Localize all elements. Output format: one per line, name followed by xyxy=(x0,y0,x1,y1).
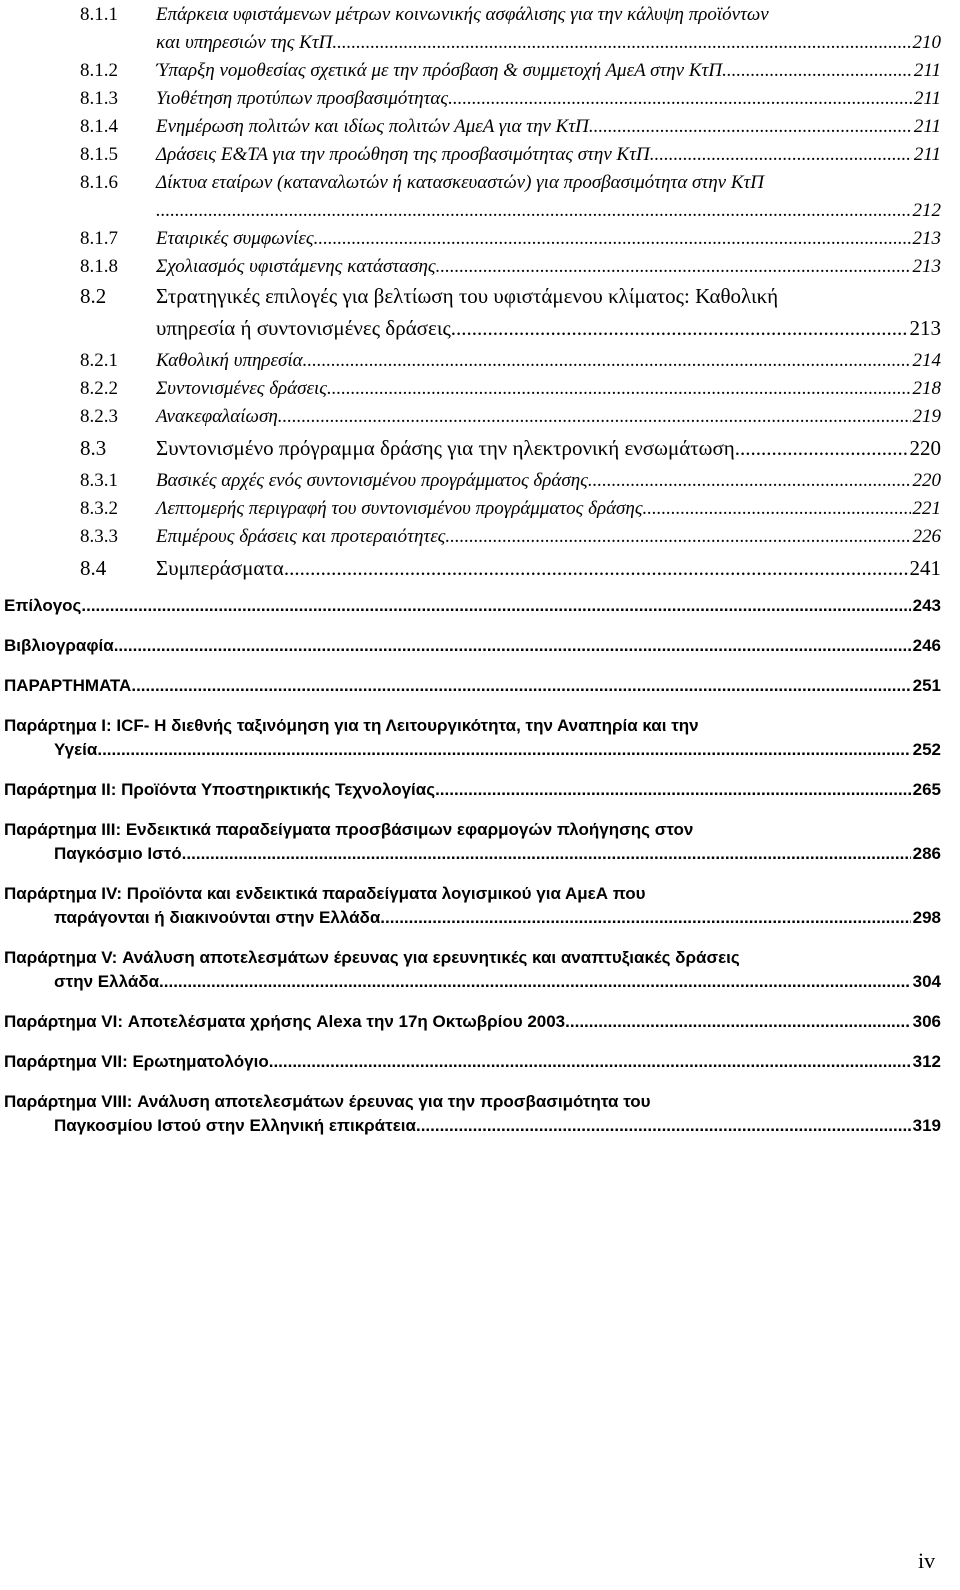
toc-page: 246 xyxy=(912,636,941,655)
toc-leader xyxy=(448,88,912,110)
toc-page: 312 xyxy=(912,1052,941,1071)
toc-title-line1: Παράρτημα V: Ανάλυση αποτελεσμάτων έρευνας για ερευνητικές και αναπτυξιακές δράσεις xyxy=(4,948,740,967)
toc-page: 211 xyxy=(913,144,941,165)
toc-title-line1: Παράρτημα III: Ενδεικτικά παραδείγματα προσβάσιμων εφαρμογών πλοήγησης στον xyxy=(4,820,694,839)
toc-leader xyxy=(81,596,910,616)
toc-entry-appendix-8[interactable] xyxy=(54,1116,941,1136)
toc-title: Ύπαρξη νομοθεσίας σχετικά με την πρόσβαση & συμμετοχή ΑμεΑ στην ΚτΠ xyxy=(156,60,723,81)
toc-entry-appendix-5-line1[interactable] xyxy=(4,948,740,968)
toc-page: 211 xyxy=(913,116,941,137)
toc-entry-8-2-2[interactable] xyxy=(80,378,941,400)
toc-entry-8-2-1[interactable] xyxy=(80,350,941,372)
toc-title-line1: Παράρτημα VIII: Ανάλυση αποτελεσμάτων έρευνας για την προσβασιμότητα του xyxy=(4,1092,651,1111)
toc-title-line1: Παράρτημα IV: Προϊόντα και ενδεικτικά παραδείγματα λογισμικού για ΑμεΑ που xyxy=(4,884,646,903)
toc-title: Ενημέρωση πολιτών και ιδίως πολιτών ΑμεΑ για την ΚτΠ xyxy=(156,116,589,137)
toc-leader xyxy=(451,316,908,341)
toc-number: 8.2.2 xyxy=(80,378,118,399)
toc-entry-appendix-4-line1[interactable] xyxy=(4,884,646,904)
toc-page: 213 xyxy=(912,228,941,249)
toc-title: Λεπτομερής περιγραφή του συντονισμένου προγράμματος δράσης xyxy=(156,498,643,519)
toc-entry-8-3-2[interactable] xyxy=(80,498,941,520)
toc-title: Παγκόσμιο Ιστό xyxy=(54,844,182,863)
toc-entry-8-1-1-line1[interactable] xyxy=(80,4,769,26)
toc-leader xyxy=(278,406,911,428)
toc-page: 298 xyxy=(912,908,941,927)
toc-entry-8-1-3[interactable] xyxy=(80,88,941,110)
toc-number: 8.3.3 xyxy=(80,526,118,547)
toc-leader xyxy=(589,116,912,138)
toc-number: 8.1.4 xyxy=(80,116,118,137)
toc-entry-8-1-2[interactable] xyxy=(80,60,941,82)
toc-entry-8-3-3[interactable] xyxy=(80,526,941,548)
toc-leader xyxy=(303,350,911,372)
toc-entry-appendix-7[interactable] xyxy=(4,1052,941,1072)
toc-page: 319 xyxy=(912,1116,941,1135)
toc-entry-8-2-3[interactable] xyxy=(80,406,941,428)
toc-number: 8.1.3 xyxy=(80,88,118,109)
toc-page: 243 xyxy=(912,596,941,615)
toc-title: Συντονισμένες δράσεις xyxy=(156,378,327,399)
toc-title: Επίλογος xyxy=(4,596,82,615)
toc-title: Βασικές αρχές ενός συντονισμένου προγράμματος δράσης xyxy=(156,470,588,491)
toc-leader xyxy=(650,144,912,166)
toc-leader xyxy=(159,972,911,992)
toc-number: 8.1.6 xyxy=(80,172,118,193)
toc-page: 211 xyxy=(913,60,941,81)
toc-page: 212 xyxy=(912,200,941,221)
toc-number: 8.1.5 xyxy=(80,144,118,165)
toc-number: 8.3.2 xyxy=(80,498,118,519)
toc-entry-8-2[interactable] xyxy=(156,316,941,341)
toc-title: Παράρτημα II: Προϊόντα Υποστηρικτικής Τεχνολογίας xyxy=(4,780,436,799)
toc-leader xyxy=(182,844,911,864)
toc-page: 265 xyxy=(912,780,941,799)
toc-entry-appendix-2[interactable] xyxy=(4,780,941,800)
toc-title: Καθολική υπηρεσία xyxy=(156,350,303,371)
toc-leader xyxy=(114,636,911,656)
toc-entry-appendix-8-line1[interactable] xyxy=(4,1092,651,1112)
toc-entry-appendix-4[interactable] xyxy=(54,908,941,928)
toc-number: 8.1.2 xyxy=(80,60,118,81)
toc-entry-8-3[interactable] xyxy=(80,436,941,461)
toc-leader xyxy=(269,1052,911,1072)
toc-number: 8.2.1 xyxy=(80,350,118,371)
toc-number: 8.2.3 xyxy=(80,406,118,427)
toc-number: 8.1.8 xyxy=(80,256,118,277)
toc-leader xyxy=(436,256,911,278)
toc-leader xyxy=(445,526,910,548)
toc-page: 211 xyxy=(913,88,941,109)
toc-leader xyxy=(435,780,911,800)
toc-title: Επιμέρους δράσεις και προτεραιότητες xyxy=(156,526,446,547)
toc-leader xyxy=(332,32,910,54)
toc-entry-appendix-3-line1[interactable] xyxy=(4,820,693,840)
toc-title-line1: Δίκτυα εταίρων (καταναλωτών ή κατασκευαστών) για προσβασιμότητα στην ΚτΠ xyxy=(156,172,765,193)
toc-title: Υιοθέτηση προτύπων προσβασιμότητας xyxy=(156,88,449,109)
toc-entry-8-2-line1[interactable] xyxy=(80,284,778,309)
toc-entry-8-1-4[interactable] xyxy=(80,116,941,138)
toc-number: 8.3 xyxy=(80,436,107,460)
toc-entry-8-1-6[interactable] xyxy=(156,200,941,222)
toc-title: Παράρτημα VI: Αποτελέσματα χρήσης Alexa την 17η Οκτωβρίου 2003 xyxy=(4,1012,566,1031)
toc-entry-epilogos[interactable] xyxy=(4,596,941,616)
toc-page: 306 xyxy=(912,1012,941,1031)
toc-page: 218 xyxy=(912,378,941,399)
toc-entry-appendix-5[interactable] xyxy=(54,972,941,992)
toc-page: 220 xyxy=(912,470,941,491)
toc-entry-8-1-7[interactable] xyxy=(80,228,941,250)
toc-leader xyxy=(416,1116,911,1136)
toc-leader xyxy=(643,498,911,520)
toc-title: Εταιρικές συμφωνίες xyxy=(156,228,314,249)
toc-title: Παγκοσμίου Ιστού στην Ελληνική επικράτεια xyxy=(54,1116,416,1135)
toc-page: 220 xyxy=(909,436,941,460)
toc-number: 8.3.1 xyxy=(80,470,118,491)
toc-leader xyxy=(97,740,910,760)
toc-title: Βιβλιογραφία xyxy=(4,636,114,655)
toc-entry-appendix-6[interactable] xyxy=(4,1012,941,1032)
toc-entry-8-4[interactable] xyxy=(80,556,941,581)
toc-entry-8-1-1[interactable] xyxy=(156,32,941,54)
toc-page: 214 xyxy=(912,350,941,371)
toc-title: Παράρτημα VII: Ερωτηματολόγιο xyxy=(4,1052,269,1071)
toc-leader xyxy=(588,470,911,492)
toc-entry-appendix-1[interactable] xyxy=(54,740,941,760)
toc-entry-appendix-1-line1[interactable] xyxy=(4,716,699,736)
toc-title: και υπηρεσιών της ΚτΠ xyxy=(156,32,333,53)
toc-page: 219 xyxy=(912,406,941,427)
toc-leader xyxy=(156,200,911,222)
toc-leader xyxy=(327,378,911,400)
toc-page: 210 xyxy=(912,32,941,53)
toc-leader xyxy=(131,676,910,696)
toc-page: 286 xyxy=(912,844,941,863)
toc-title: στην Ελλάδα xyxy=(54,972,160,991)
toc-number: 8.1.1 xyxy=(80,4,118,25)
toc-page: 304 xyxy=(912,972,941,991)
toc-number: 8.1.7 xyxy=(80,228,118,249)
toc-entry-8-1-5[interactable] xyxy=(80,144,941,166)
toc-title: Δράσεις Ε&ΤΑ για την προώθηση της προσβασιμότητας στην ΚτΠ xyxy=(156,144,650,165)
toc-title: Ανακεφαλαίωση xyxy=(156,406,278,427)
toc-title-line1: Επάρκεια υφιστάμενων μέτρων κοινωνικής ασφάλισης για την κάλυψη προϊόντων xyxy=(156,4,769,25)
toc-entry-8-1-8[interactable] xyxy=(80,256,941,278)
toc-leader xyxy=(735,436,908,461)
toc-number: 8.4 xyxy=(80,556,107,580)
toc-page: 241 xyxy=(909,556,941,580)
toc-title: υπηρεσία ή συντονισμένες δράσεις xyxy=(156,316,451,340)
toc-page: 226 xyxy=(912,526,941,547)
toc-title: Σχολιασμός υφιστάμενης κατάστασης xyxy=(156,256,436,277)
toc-title: Συμπεράσματα xyxy=(156,556,284,580)
toc-entry-appendices[interactable] xyxy=(4,676,941,696)
toc-leader xyxy=(565,1012,910,1032)
toc-page: 252 xyxy=(912,740,941,759)
toc-page: 213 xyxy=(912,256,941,277)
page-number: iv xyxy=(918,1548,936,1573)
toc-page: 213 xyxy=(909,316,941,340)
toc-page: 221 xyxy=(912,498,941,519)
toc-title-line1: Παράρτημα I: ICF- H διεθνής ταξινόμηση για τη Λειτουργικότητα, την Αναπηρία και την xyxy=(4,716,699,735)
toc-entry-bibliography[interactable] xyxy=(4,636,941,656)
toc-title-line1: Στρατηγικές επιλογές για βελτίωση του υφιστάμενου κλίματος: Καθολική xyxy=(156,284,779,308)
toc-title: Υγεία xyxy=(54,740,98,759)
toc-number: 8.2 xyxy=(80,284,107,308)
toc-page: 251 xyxy=(912,676,941,695)
toc-title: Συντονισμένο πρόγραμμα δράσης για την ηλεκτρονική ενσωμάτωση xyxy=(156,436,735,460)
toc-leader xyxy=(314,228,911,250)
toc-leader xyxy=(284,556,908,581)
toc-leader xyxy=(722,60,912,82)
toc-entry-appendix-3[interactable] xyxy=(54,844,941,864)
toc-leader xyxy=(380,908,910,928)
toc-entry-8-1-6-line1[interactable] xyxy=(80,172,764,194)
toc-title: παράγονται ή διακινούνται στην Ελλάδα xyxy=(54,908,381,927)
toc-title: ΠΑΡΑΡΤΗΜΑΤΑ xyxy=(4,676,132,695)
toc-entry-8-3-1[interactable] xyxy=(80,470,941,492)
